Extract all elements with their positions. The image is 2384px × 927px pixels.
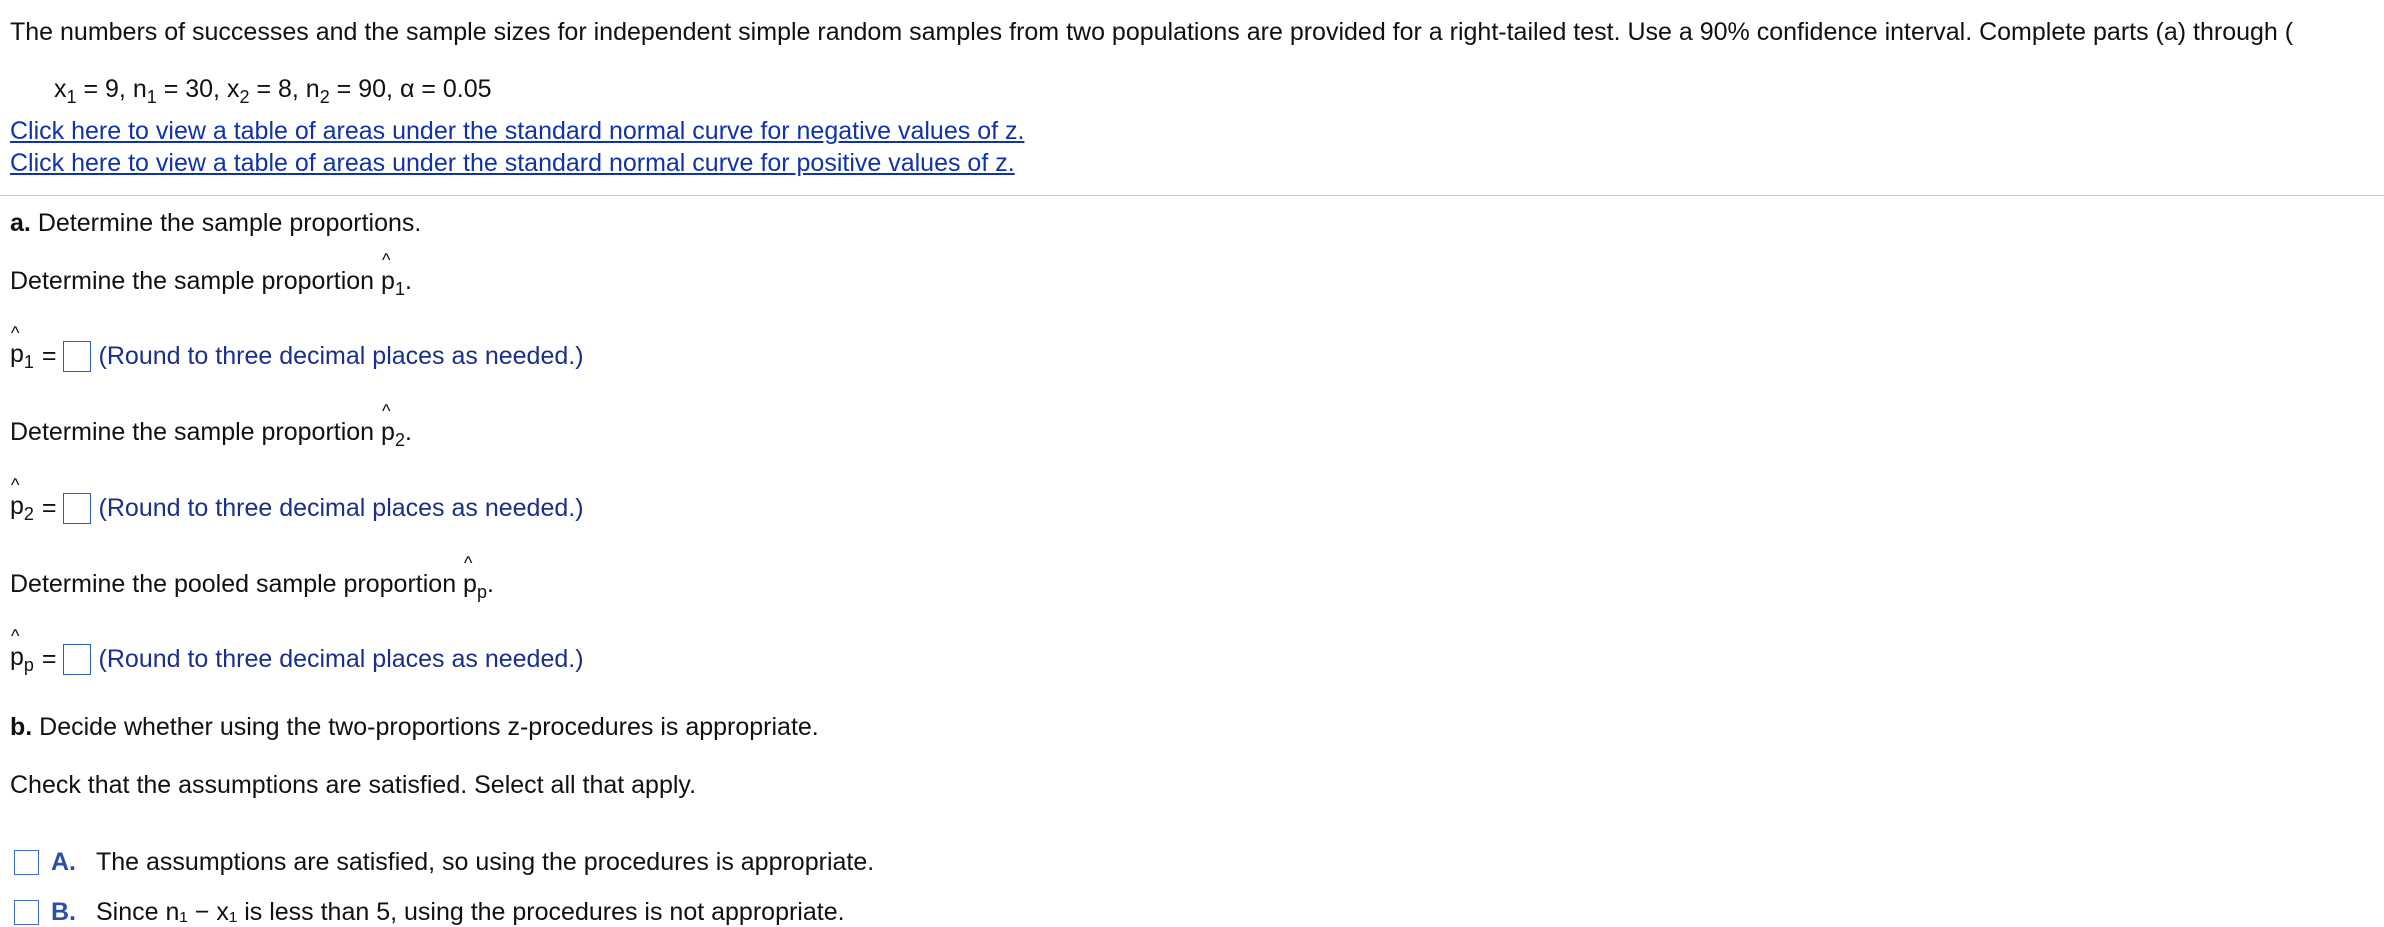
option-b[interactable]: [14, 898, 845, 927]
x2-label: x: [226, 75, 240, 103]
problem-intro: The numbers of successes and the sample sizes for independent simple random samples from two populations are provided for a right-tailed test. Use a 90% confidence interval. Complete parts (a) through (: [10, 18, 2294, 46]
n1-sub: 1: [146, 87, 157, 107]
p2-answer-symbol: ^ $p_2$: [10, 475, 34, 524]
n1-value: = 30,: [163, 75, 221, 103]
x1-value: = 9,: [83, 75, 126, 103]
option-b-letter: B.: [51, 898, 76, 926]
part-a-heading-text: Determine the sample proportions.: [37, 209, 422, 237]
part-a-label: a.: [10, 209, 31, 237]
equals-sign: =: [41, 342, 57, 370]
x1-sub: 1: [66, 87, 77, 107]
p1-answer-symbol: ^ $p_1$: [10, 323, 34, 372]
pp-answer-symbol: ^ $p_p$: [10, 626, 34, 675]
p1-prompt: Determine the sample proportion ^ $p_1$.: [10, 250, 412, 299]
p2-prompt-text: Determine the sample proportion: [10, 418, 375, 446]
alpha-label: α: [399, 75, 415, 103]
part-b-heading: [10, 713, 819, 742]
positive-z-table-link[interactable]: Click here to view a table of areas under the standard normal curve for positive values of z.: [10, 149, 1015, 177]
p2-symbol: ^ $p_2$: [381, 401, 405, 450]
part-b-heading-text: Decide whether using the two-proportions z-procedures is appropriate.: [39, 713, 819, 741]
p1-symbol: ^ $p_1$: [381, 250, 405, 299]
pp-prompt: Determine the pooled sample proportion ^ $p_p$.: [10, 553, 494, 602]
round-hint: (Round to three decimal places as needed.): [98, 645, 584, 673]
option-a-checkbox[interactable]: [14, 850, 39, 875]
n1-label: n: [132, 75, 147, 103]
equals-sign: =: [41, 645, 57, 673]
pp-prompt-text: Determine the pooled sample proportion: [10, 570, 457, 598]
pp-answer-row: [10, 626, 584, 676]
option-b-text: Since n₁ − x₁ is less than 5, using the procedures is not appropriate.: [96, 898, 845, 926]
option-a[interactable]: [14, 848, 874, 877]
x1-label: x: [54, 75, 67, 103]
x2-sub: 2: [239, 87, 250, 107]
part-b-instruction: Check that the assumptions are satisfied. Select all that apply.: [10, 771, 697, 799]
p2-prompt: Determine the sample proportion ^ $p_2$.: [10, 401, 412, 450]
option-b-checkbox[interactable]: [14, 900, 39, 925]
option-a-letter: A.: [51, 848, 76, 876]
negative-z-table-link[interactable]: Click here to view a table of areas under the standard normal curve for negative values of z.: [10, 117, 1025, 145]
given-values: [54, 75, 492, 108]
p1-answer-row: [10, 323, 584, 373]
x2-value: = 8,: [256, 75, 299, 103]
p1-prompt-text: Determine the sample proportion: [10, 267, 375, 295]
pp-symbol: ^ $p_p$: [463, 553, 487, 602]
round-hint: (Round to three decimal places as needed.): [98, 342, 584, 370]
n2-sub: 2: [319, 87, 330, 107]
pp-input[interactable]: [63, 644, 91, 675]
n2-label: n: [305, 75, 320, 103]
part-b-label: b.: [10, 713, 33, 741]
p2-input[interactable]: [63, 493, 91, 524]
equals-sign: =: [41, 494, 57, 522]
round-hint: (Round to three decimal places as needed.): [98, 494, 584, 522]
alpha-value: = 0.05: [421, 75, 492, 103]
n2-value: = 90,: [336, 75, 393, 103]
option-a-text: The assumptions are satisfied, so using the procedures is appropriate.: [96, 848, 875, 876]
p2-answer-row: [10, 475, 584, 525]
section-divider: [0, 195, 2384, 196]
part-a-heading: [10, 209, 421, 238]
p1-input[interactable]: [63, 341, 91, 372]
